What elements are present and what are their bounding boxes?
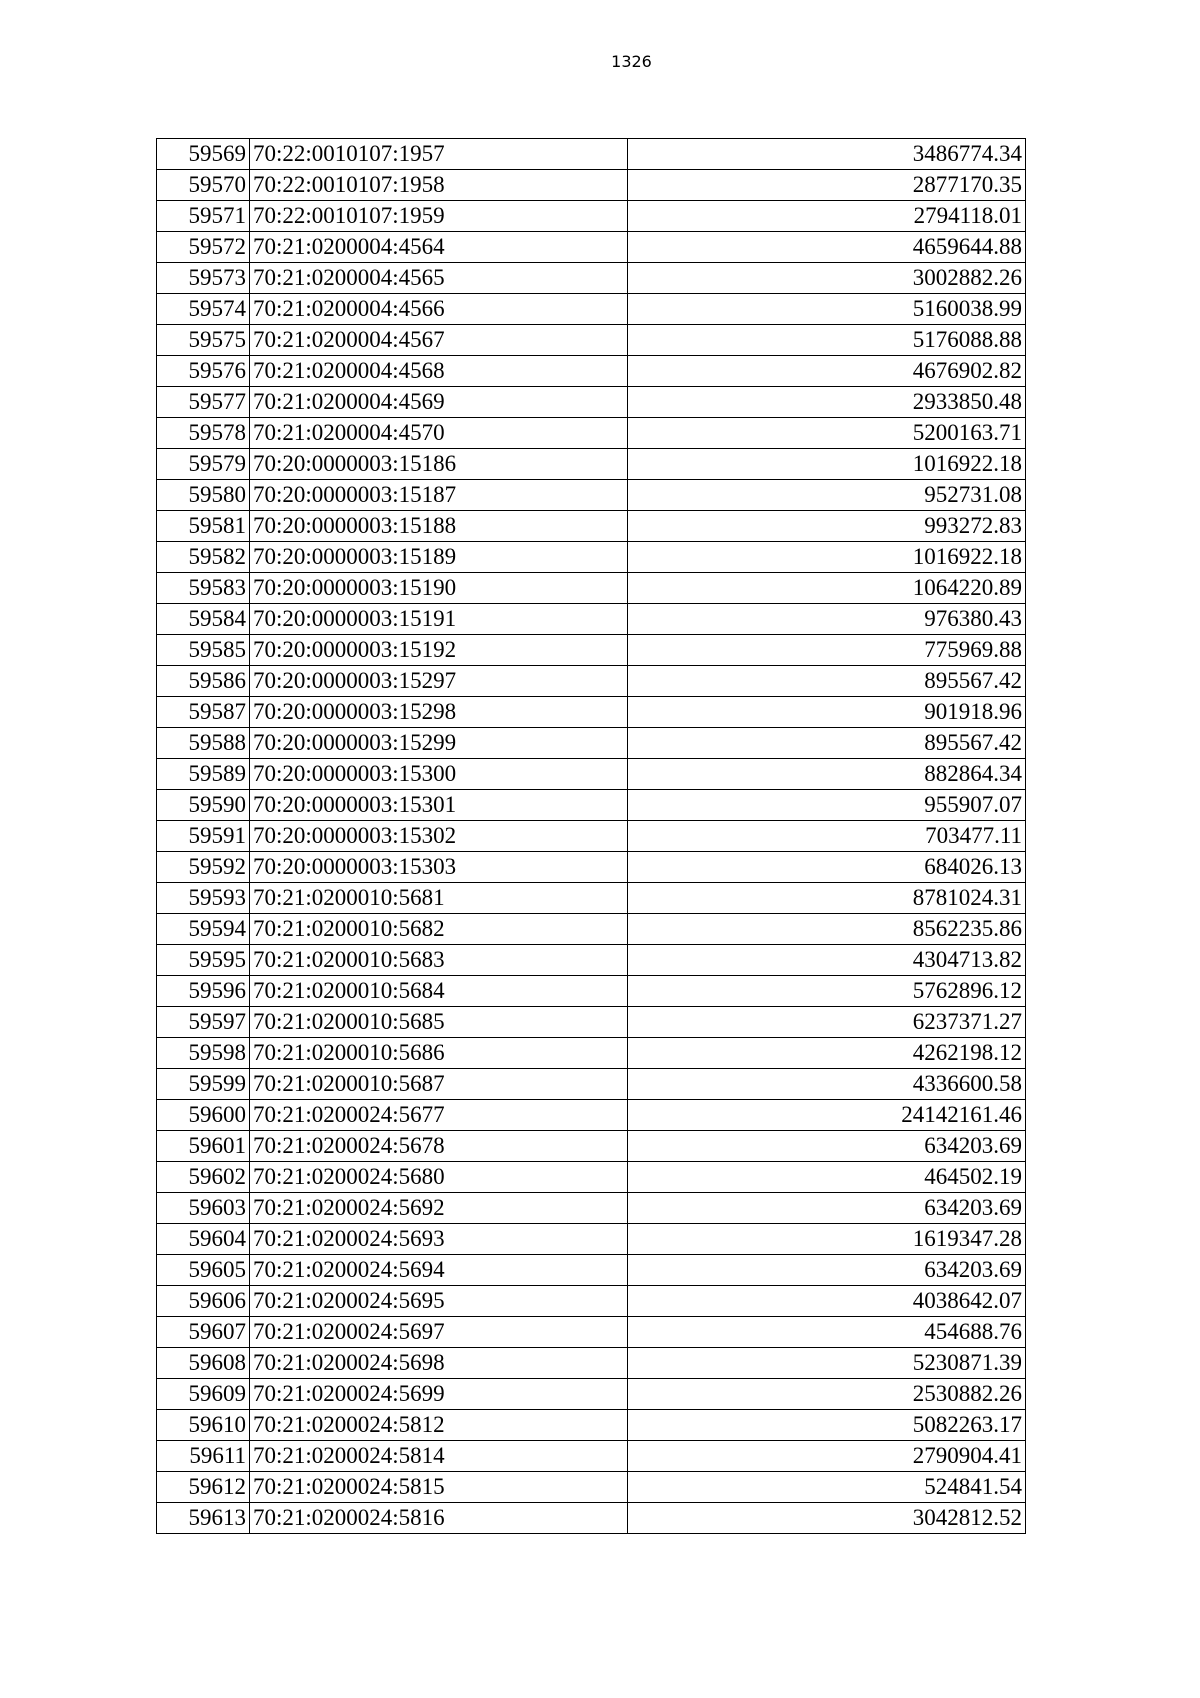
cadastral-value-cell: 993272.83 (628, 511, 1026, 542)
table-row (157, 914, 1026, 945)
cadastral-number-cell: 70:20:0000003:15301 (250, 790, 628, 821)
cadastral-value-cell: 895567.42 (628, 728, 1026, 759)
cadastral-number-cell: 70:21:0200010:5685 (250, 1007, 628, 1038)
page-number: 1326 (611, 52, 652, 71)
table-row (157, 1472, 1026, 1503)
table-row (157, 325, 1026, 356)
table-row (157, 1038, 1026, 1069)
row-number-cell: 59601 (157, 1131, 250, 1162)
row-number-cell: 59608 (157, 1348, 250, 1379)
row-number-cell: 59603 (157, 1193, 250, 1224)
row-number-cell: 59576 (157, 356, 250, 387)
cadastral-value-cell: 1016922.18 (628, 449, 1026, 480)
cadastral-number-cell: 70:20:0000003:15192 (250, 635, 628, 666)
cadastral-number-cell: 70:21:0200024:5680 (250, 1162, 628, 1193)
table-row (157, 1100, 1026, 1131)
cadastral-number-cell: 70:21:0200010:5686 (250, 1038, 628, 1069)
table-row (157, 1410, 1026, 1441)
table-row (157, 604, 1026, 635)
row-number-cell: 59581 (157, 511, 250, 542)
table-row (157, 139, 1026, 170)
cadastral-number-cell: 70:21:0200024:5695 (250, 1286, 628, 1317)
cadastral-number-cell: 70:21:0200024:5814 (250, 1441, 628, 1472)
table-row (157, 728, 1026, 759)
cadastral-number-cell: 70:22:0010107:1959 (250, 201, 628, 232)
table-row (157, 356, 1026, 387)
row-number-cell: 59591 (157, 821, 250, 852)
table-row (157, 170, 1026, 201)
table-row (157, 1069, 1026, 1100)
table-row (157, 480, 1026, 511)
cadastral-number-cell: 70:21:0200024:5693 (250, 1224, 628, 1255)
cadastral-value-cell: 5160038.99 (628, 294, 1026, 325)
cadastral-number-cell: 70:20:0000003:15298 (250, 697, 628, 728)
cadastral-number-cell: 70:21:0200024:5699 (250, 1379, 628, 1410)
cadastral-value-cell: 1016922.18 (628, 542, 1026, 573)
cadastral-value-cell: 634203.69 (628, 1193, 1026, 1224)
row-number-cell: 59575 (157, 325, 250, 356)
cadastral-value-cell: 634203.69 (628, 1131, 1026, 1162)
cadastral-number-cell: 70:22:0010107:1958 (250, 170, 628, 201)
cadastral-value-cell: 8562235.86 (628, 914, 1026, 945)
cadastral-value-cell: 703477.11 (628, 821, 1026, 852)
cadastral-value-cell: 901918.96 (628, 697, 1026, 728)
table-row (157, 1503, 1026, 1534)
row-number-cell: 59579 (157, 449, 250, 480)
cadastral-number-cell: 70:22:0010107:1957 (250, 139, 628, 170)
row-number-cell: 59588 (157, 728, 250, 759)
cadastral-number-cell: 70:21:0200004:4570 (250, 418, 628, 449)
cadastral-number-cell: 70:21:0200024:5692 (250, 1193, 628, 1224)
table-row (157, 418, 1026, 449)
cadastral-number-cell: 70:20:0000003:15297 (250, 666, 628, 697)
row-number-cell: 59604 (157, 1224, 250, 1255)
cadastral-number-cell: 70:21:0200004:4569 (250, 387, 628, 418)
cadastral-value-cell: 2933850.48 (628, 387, 1026, 418)
row-number-cell: 59612 (157, 1472, 250, 1503)
row-number-cell: 59587 (157, 697, 250, 728)
cadastral-value-table (156, 138, 1026, 1534)
row-number-cell: 59573 (157, 263, 250, 294)
cadastral-number-cell: 70:21:0200024:5698 (250, 1348, 628, 1379)
cadastral-value-cell: 524841.54 (628, 1472, 1026, 1503)
cadastral-value-cell: 24142161.46 (628, 1100, 1026, 1131)
row-number-cell: 59598 (157, 1038, 250, 1069)
cadastral-number-cell: 70:20:0000003:15189 (250, 542, 628, 573)
row-number-cell: 59569 (157, 139, 250, 170)
table-row (157, 263, 1026, 294)
row-number-cell: 59589 (157, 759, 250, 790)
table-row (157, 1007, 1026, 1038)
cadastral-value-cell: 5200163.71 (628, 418, 1026, 449)
cadastral-value-cell: 634203.69 (628, 1255, 1026, 1286)
table-row (157, 635, 1026, 666)
row-number-cell: 59600 (157, 1100, 250, 1131)
table-row (157, 1193, 1026, 1224)
cadastral-number-cell: 70:20:0000003:15187 (250, 480, 628, 511)
table-row (157, 1286, 1026, 1317)
row-number-cell: 59597 (157, 1007, 250, 1038)
cadastral-value-cell: 895567.42 (628, 666, 1026, 697)
cadastral-number-cell: 70:20:0000003:15300 (250, 759, 628, 790)
table-row (157, 1224, 1026, 1255)
cadastral-number-cell: 70:21:0200010:5687 (250, 1069, 628, 1100)
cadastral-number-cell: 70:21:0200010:5681 (250, 883, 628, 914)
cadastral-value-cell: 684026.13 (628, 852, 1026, 883)
table-row (157, 759, 1026, 790)
row-number-cell: 59613 (157, 1503, 250, 1534)
row-number-cell: 59610 (157, 1410, 250, 1441)
cadastral-value-cell: 5230871.39 (628, 1348, 1026, 1379)
table-row (157, 666, 1026, 697)
cadastral-number-cell: 70:21:0200024:5694 (250, 1255, 628, 1286)
cadastral-value-cell: 2530882.26 (628, 1379, 1026, 1410)
row-number-cell: 59596 (157, 976, 250, 1007)
cadastral-value-cell: 3002882.26 (628, 263, 1026, 294)
cadastral-value-cell: 464502.19 (628, 1162, 1026, 1193)
cadastral-value-cell: 955907.07 (628, 790, 1026, 821)
cadastral-value-cell: 5762896.12 (628, 976, 1026, 1007)
cadastral-number-cell: 70:21:0200024:5697 (250, 1317, 628, 1348)
table-row (157, 1255, 1026, 1286)
table-row (157, 852, 1026, 883)
row-number-cell: 59584 (157, 604, 250, 635)
table-row (157, 449, 1026, 480)
table-row (157, 790, 1026, 821)
cadastral-value-cell: 2877170.35 (628, 170, 1026, 201)
table-row (157, 294, 1026, 325)
row-number-cell: 59586 (157, 666, 250, 697)
table-row (157, 542, 1026, 573)
cadastral-value-cell: 4659644.88 (628, 232, 1026, 263)
table-row (157, 201, 1026, 232)
cadastral-number-cell: 70:21:0200024:5815 (250, 1472, 628, 1503)
row-number-cell: 59595 (157, 945, 250, 976)
row-number-cell: 59592 (157, 852, 250, 883)
cadastral-number-cell: 70:21:0200010:5684 (250, 976, 628, 1007)
cadastral-value-cell: 4676902.82 (628, 356, 1026, 387)
cadastral-number-cell: 70:20:0000003:15299 (250, 728, 628, 759)
cadastral-value-cell: 4262198.12 (628, 1038, 1026, 1069)
table-row (157, 387, 1026, 418)
cadastral-number-cell: 70:20:0000003:15188 (250, 511, 628, 542)
cadastral-value-cell: 882864.34 (628, 759, 1026, 790)
table-row (157, 883, 1026, 914)
cadastral-value-cell: 1619347.28 (628, 1224, 1026, 1255)
table-row (157, 697, 1026, 728)
cadastral-number-cell: 70:21:0200004:4566 (250, 294, 628, 325)
row-number-cell: 59585 (157, 635, 250, 666)
table-row (157, 1379, 1026, 1410)
cadastral-number-cell: 70:21:0200004:4567 (250, 325, 628, 356)
cadastral-value-cell: 2790904.41 (628, 1441, 1026, 1472)
row-number-cell: 59607 (157, 1317, 250, 1348)
row-number-cell: 59583 (157, 573, 250, 604)
row-number-cell: 59571 (157, 201, 250, 232)
table-row (157, 1162, 1026, 1193)
cadastral-value-cell: 976380.43 (628, 604, 1026, 635)
cadastral-number-cell: 70:20:0000003:15302 (250, 821, 628, 852)
table-row (157, 573, 1026, 604)
table-row (157, 1348, 1026, 1379)
cadastral-number-cell: 70:20:0000003:15303 (250, 852, 628, 883)
cadastral-number-cell: 70:21:0200024:5677 (250, 1100, 628, 1131)
cadastral-value-cell: 6237371.27 (628, 1007, 1026, 1038)
row-number-cell: 59594 (157, 914, 250, 945)
cadastral-number-cell: 70:20:0000003:15191 (250, 604, 628, 635)
cadastral-value-cell: 5176088.88 (628, 325, 1026, 356)
cadastral-number-cell: 70:21:0200004:4564 (250, 232, 628, 263)
table-row (157, 1131, 1026, 1162)
cadastral-value-cell: 775969.88 (628, 635, 1026, 666)
table-row (157, 821, 1026, 852)
cadastral-number-cell: 70:21:0200024:5812 (250, 1410, 628, 1441)
table-row (157, 232, 1026, 263)
row-number-cell: 59590 (157, 790, 250, 821)
cadastral-number-cell: 70:20:0000003:15190 (250, 573, 628, 604)
table-row (157, 1441, 1026, 1472)
row-number-cell: 59605 (157, 1255, 250, 1286)
cadastral-value-cell: 8781024.31 (628, 883, 1026, 914)
cadastral-value-cell: 952731.08 (628, 480, 1026, 511)
cadastral-value-cell: 1064220.89 (628, 573, 1026, 604)
cadastral-number-cell: 70:20:0000003:15186 (250, 449, 628, 480)
cadastral-number-cell: 70:21:0200024:5816 (250, 1503, 628, 1534)
row-number-cell: 59602 (157, 1162, 250, 1193)
cadastral-value-cell: 2794118.01 (628, 201, 1026, 232)
row-number-cell: 59593 (157, 883, 250, 914)
row-number-cell: 59577 (157, 387, 250, 418)
row-number-cell: 59582 (157, 542, 250, 573)
row-number-cell: 59572 (157, 232, 250, 263)
table-body (157, 139, 1026, 1534)
cadastral-number-cell: 70:21:0200010:5683 (250, 945, 628, 976)
cadastral-value-cell: 4336600.58 (628, 1069, 1026, 1100)
cadastral-value-cell: 454688.76 (628, 1317, 1026, 1348)
row-number-cell: 59609 (157, 1379, 250, 1410)
row-number-cell: 59606 (157, 1286, 250, 1317)
cadastral-number-cell: 70:21:0200004:4568 (250, 356, 628, 387)
cadastral-value-cell: 4304713.82 (628, 945, 1026, 976)
table-row (157, 945, 1026, 976)
row-number-cell: 59570 (157, 170, 250, 201)
row-number-cell: 59599 (157, 1069, 250, 1100)
table-row (157, 1317, 1026, 1348)
row-number-cell: 59578 (157, 418, 250, 449)
cadastral-number-cell: 70:21:0200004:4565 (250, 263, 628, 294)
cadastral-value-cell: 5082263.17 (628, 1410, 1026, 1441)
row-number-cell: 59611 (157, 1441, 250, 1472)
cadastral-value-cell: 3486774.34 (628, 139, 1026, 170)
row-number-cell: 59574 (157, 294, 250, 325)
cadastral-value-cell: 3042812.52 (628, 1503, 1026, 1534)
table-row (157, 511, 1026, 542)
table-row (157, 976, 1026, 1007)
cadastral-number-cell: 70:21:0200024:5678 (250, 1131, 628, 1162)
row-number-cell: 59580 (157, 480, 250, 511)
cadastral-value-cell: 4038642.07 (628, 1286, 1026, 1317)
cadastral-number-cell: 70:21:0200010:5682 (250, 914, 628, 945)
